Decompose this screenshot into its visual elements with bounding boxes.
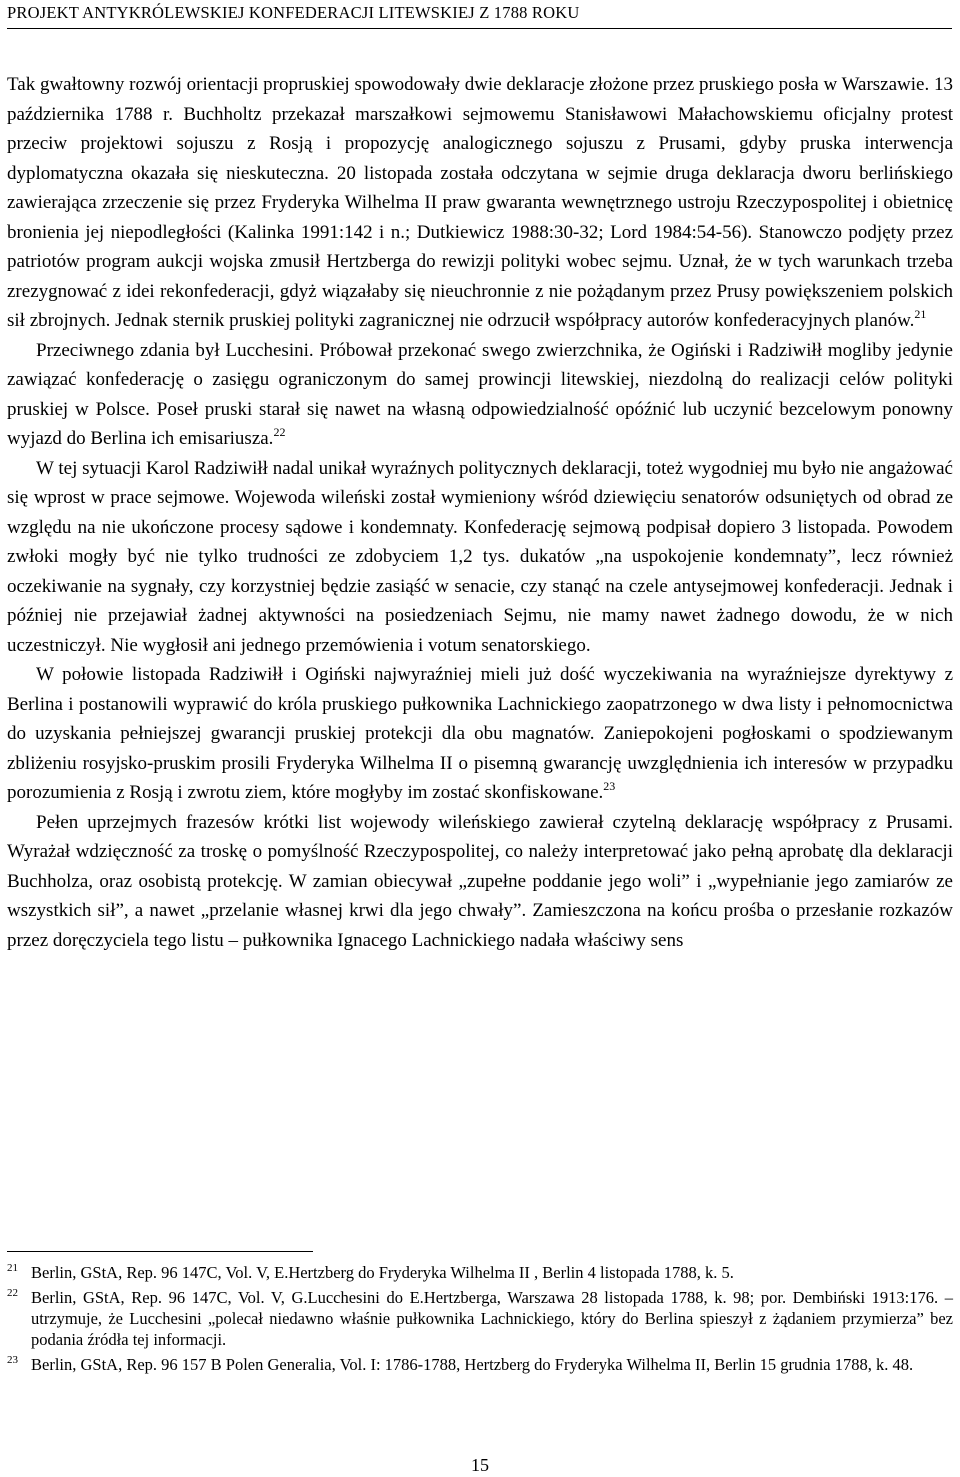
footnote-number: 22	[7, 1287, 18, 1299]
footnote-ref-21[interactable]: 21	[914, 306, 927, 321]
paragraph-2-text: Przeciwnego zdania był Lucchesini. Próbował przekonać swego zwierzchnika, że Ogiński i Radziwiłł mogliby jedynie zawiązać konfederację o zasięgu ograniczonym do samej prowincji litewskiej, niezdolną do realizacji celów polityki pruskiej w Polsce. Poseł pruski starał się nawet na własną odpowiedzialność opóźnić lub uczynić bezcelowym ponowny wyjazd do Berlina ich emisariusza.	[7, 339, 953, 449]
paragraph-4	[7, 660, 953, 808]
running-header: PROJEKT ANTYKRÓLEWSKIEJ KONFEDERACJI LITEWSKIEJ Z 1788 ROKU	[7, 3, 580, 22]
paragraph-3-text: W tej sytuacji Karol Radziwiłł nadal unikał wyraźnych politycznych deklaracji, toteż wygodniej mu było nie angażować się wprost w prace sejmowe. Wojewoda wileński został wymieniony wśród dziewięciu senatorów odsuniętych od obrad ze względu na nie ukończone procesy sądowe i kondemnaty. Konfederację sejmową podpisał dopiero 3 listopada. Powodem zwłoki mogły być nie tylko trudności ze zdobyciem 1,2 tys. dukatów „na uspokojenie kondemnaty”, lecz również oczekiwanie na sygnały, czy korzystniej będzie zasiąść w senacie, czy stanąć na czele antysejmowej konfederacji. Jednak i później nie przejawiał żadnej aktywności na posiedzeniach Sejmu, nie mamy nawet żadnego dowodu, że w nich uczestniczył. Nie wygłosił ani jednego przemówienia i votum senatorskiego.	[7, 457, 953, 656]
footnote-number: 23	[7, 1354, 18, 1366]
paragraph-3	[7, 454, 953, 661]
footnote-23	[7, 1354, 953, 1375]
paragraph-4-text: W połowie listopada Radziwiłł i Ogiński najwyraźniej mieli już dość wyczekiwania na wyraźniejsze dyrektywy z Berlina i postanowili wyprawić do króla pruskiego pułkownika Lachnickiego zaopatrzonego w dwa listy i pełnomocnictwa do uzyskania pełniejszej gwarancji pruskiej protekcji dla obu magnatów. Zaniepokojeni pogłoskami o spodziewanym zbliżeniu rosyjsko-pruskim prosili Fryderyka Wilhelma II o pisemną gwarancję uwzględnienia ich interesów w przypadku porozumienia z Rosją i zwrotu ziem, które mogłyby im zostać skonfiskowane.	[7, 664, 953, 803]
footnote-separator	[7, 1251, 313, 1252]
footnote-22	[7, 1287, 953, 1350]
footnotes	[7, 1262, 953, 1379]
footnote-text: Berlin, GStA, Rep. 96 147C, Vol. V, G.Lucchesini do E.Hertzberga, Warszawa 28 listopada 1788, k. 98; por. Dembiński 1913:176. – utrzymuje, że Lucchesini „polecał niedawno właśnie pułkownika Lachnickiego, który do Berlina spieszył z żądaniem przymierza” bez podania źródła tej informacji.	[31, 1288, 953, 1349]
footnote-ref-23[interactable]: 23	[603, 778, 616, 793]
footnote-21	[7, 1262, 953, 1283]
main-text	[7, 70, 953, 955]
paragraph-5	[7, 808, 953, 956]
header-rule	[7, 28, 952, 29]
paragraph-2	[7, 336, 953, 454]
footnote-text: Berlin, GStA, Rep. 96 147C, Vol. V, E.Hertzberg do Fryderyka Wilhelma II , Berlin 4 listopada 1788, k. 5.	[31, 1263, 734, 1282]
paragraph-5-text: Pełen uprzejmych frazesów krótki list wojewody wileńskiego zawierał czytelną deklarację współpracy z Prusami. Wyrażał wdzięczność za troskę o pomyślność Rzeczypospolitej, co należy interpretować jako pełną aprobatę dla deklaracji Buchholza, oraz osobistą protekcję. W zamian obiecywał „zupełne poddanie jego woli” i „wypełnianie jego zamiarów ze wszystkich sił”, a nawet „przelanie własnej krwi dla jego chwały”. Zamieszczona na końcu prośba o przesłanie rozkazów przez doręczyciela tego listu – pułkownika Ignacego Lachnickiego nadała właściwy sens	[7, 811, 953, 951]
footnote-number: 21	[7, 1262, 18, 1274]
footnote-text: Berlin, GStA, Rep. 96 157 B Polen Generalia, Vol. I: 1786-1788, Hertzberg do Fryderyka Wilhelma II, Berlin 15 grudnia 1788, k. 48.	[31, 1355, 914, 1374]
paragraph-1	[7, 70, 953, 336]
footnote-ref-22[interactable]: 22	[273, 424, 286, 439]
page-number: 15	[471, 1455, 489, 1475]
paragraph-1-text: Tak gwałtowny rozwój orientacji propruskiej spowodowały dwie deklaracje złożone przez pruskiego posła w Warszawie. 13 października 1788 r. Buchholtz przekazał marszałkowi sejmowemu Stanisławowi Małachowskiemu oficjalny protest przeciw projektowi sojuszu z Rosją i propozycję analogicznego sojuszu z Prusami, gdyby pruska interwencja dyplomatyczna okazała się nieskuteczna. 20 listopada została odczytana w sejmie druga deklaracja dworu berlińskiego zawierająca zrzeczenie się przez Fryderyka Wilhelma II praw gwaranta wewnętrznego ustroju Rzeczypospolitej i obietnicę bronienia jej niepodległości (Kalinka 1991:142 i n.; Dutkiewicz 1988:30-32; Lord 1984:54-56). Stanowczo podjęty przez patriotów program aukcji wojska zmusił Hertzberga do rewizji polityki wobec sejmu. Uznał, że w tych warunkach trzeba zrezygnować z idei rekonfederacji, gdyż wiązałaby się nieuchronnie z nie pożądanym przez Prusy powiększeniem polskich sił zbrojnych. Jednak sternik pruskiej polityki zagranicznej nie odrzucił współpracy autorów konfederacyjnych planów.	[7, 74, 953, 331]
